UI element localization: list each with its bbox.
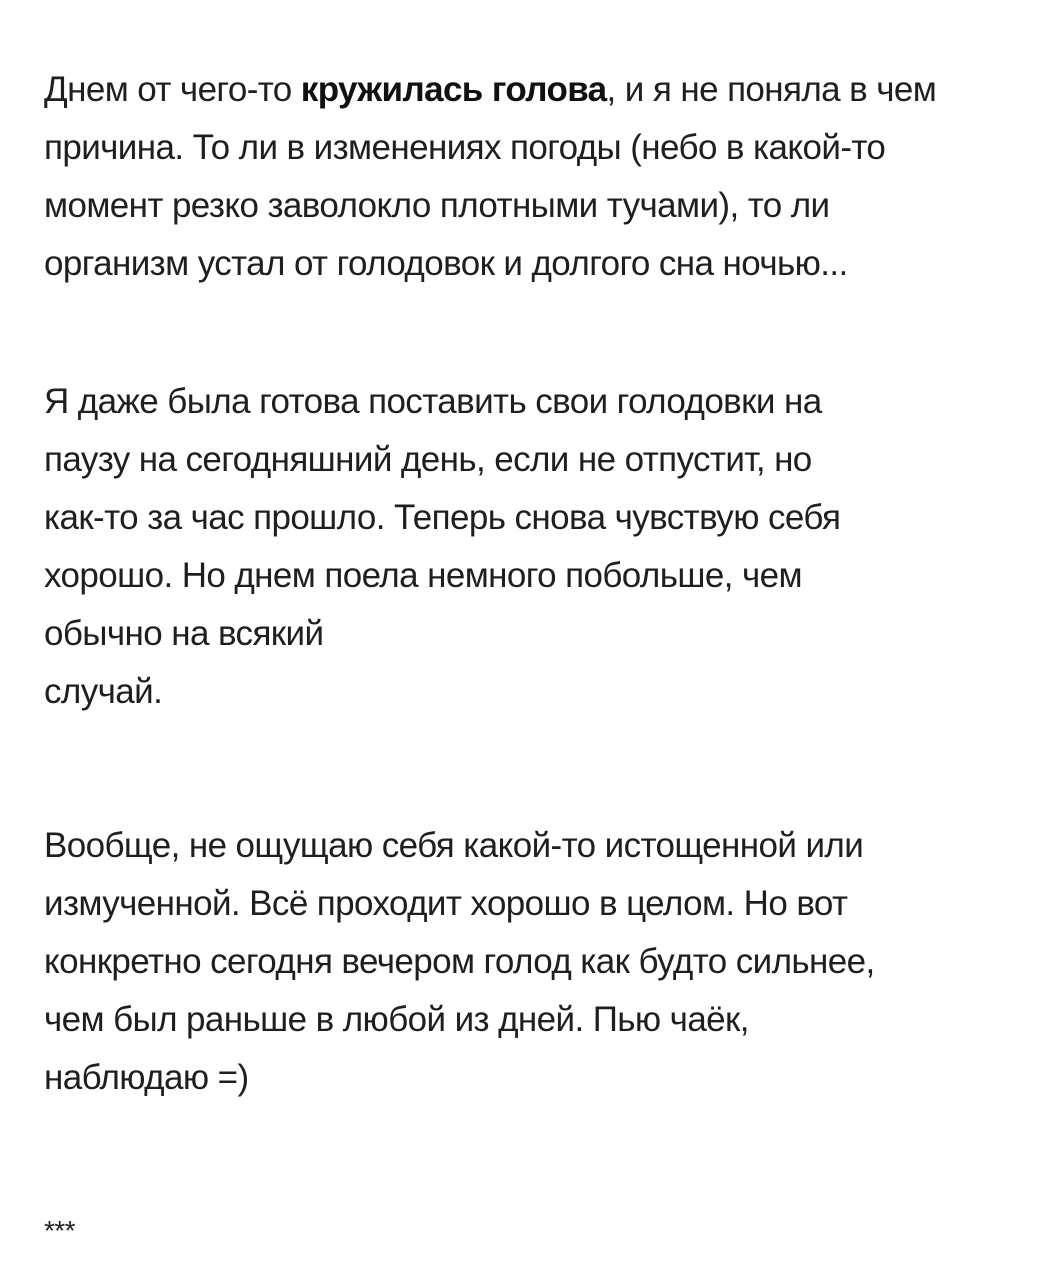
paragraph-1-line-2: причина. То ли в изменениях погоды (небо в какой-то [44,128,886,167]
paragraph-1-line-3: момент резко заволокло плотными тучами), то ли [44,186,830,225]
paragraph-2 [44,373,1034,721]
section-separator: *** [44,1215,75,1246]
paragraph-3-line-5: наблюдаю =) [44,1058,249,1097]
paragraph-3-line-3: конкретно сегодня вечером голод как будто сильнее, [44,942,875,981]
text-segment: Днем от чего-то [44,70,301,109]
paragraph-3-line-1: Вообще, не ощущаю себя какой-то истощенной или [44,826,864,865]
bold-phrase: кружилась голова [300,70,607,109]
paragraph-3-line-4: чем был раньше в любой из дней. Пью чаёк, [44,1000,749,1039]
paragraph-2-line-3: как-то за час прошло. Теперь снова чувствую себя [44,498,841,537]
paragraph-3 [44,817,1034,1107]
paragraph-2-line-1: Я даже была готова поставить свои голодовки на [44,382,822,421]
paragraph-1 [44,61,1034,293]
paragraph-3-line-2: измученной. Всё проходит хорошо в целом. Но вот [44,884,848,923]
paragraph-2-line-6: случай. [44,672,163,711]
article-body [44,61,1034,1260]
paragraph-spacer [44,1107,1034,1202]
paragraph-1-line-1 [44,61,1034,119]
paragraph-2-line-4: хорошо. Но днем поела немного побольше, чем [44,556,802,595]
paragraph-2-line-2: паузу на сегодняшний день, если не отпустит, но [44,440,812,479]
paragraph-spacer [44,721,1034,817]
paragraph-spacer [44,293,1034,373]
paragraph-1-line-4: организм устал от голодовок и долгого сна ночью... [44,244,848,283]
text-segment: , и я не поняла в чем [606,70,937,109]
paragraph-2-line-5: обычно на всякий [44,614,324,653]
